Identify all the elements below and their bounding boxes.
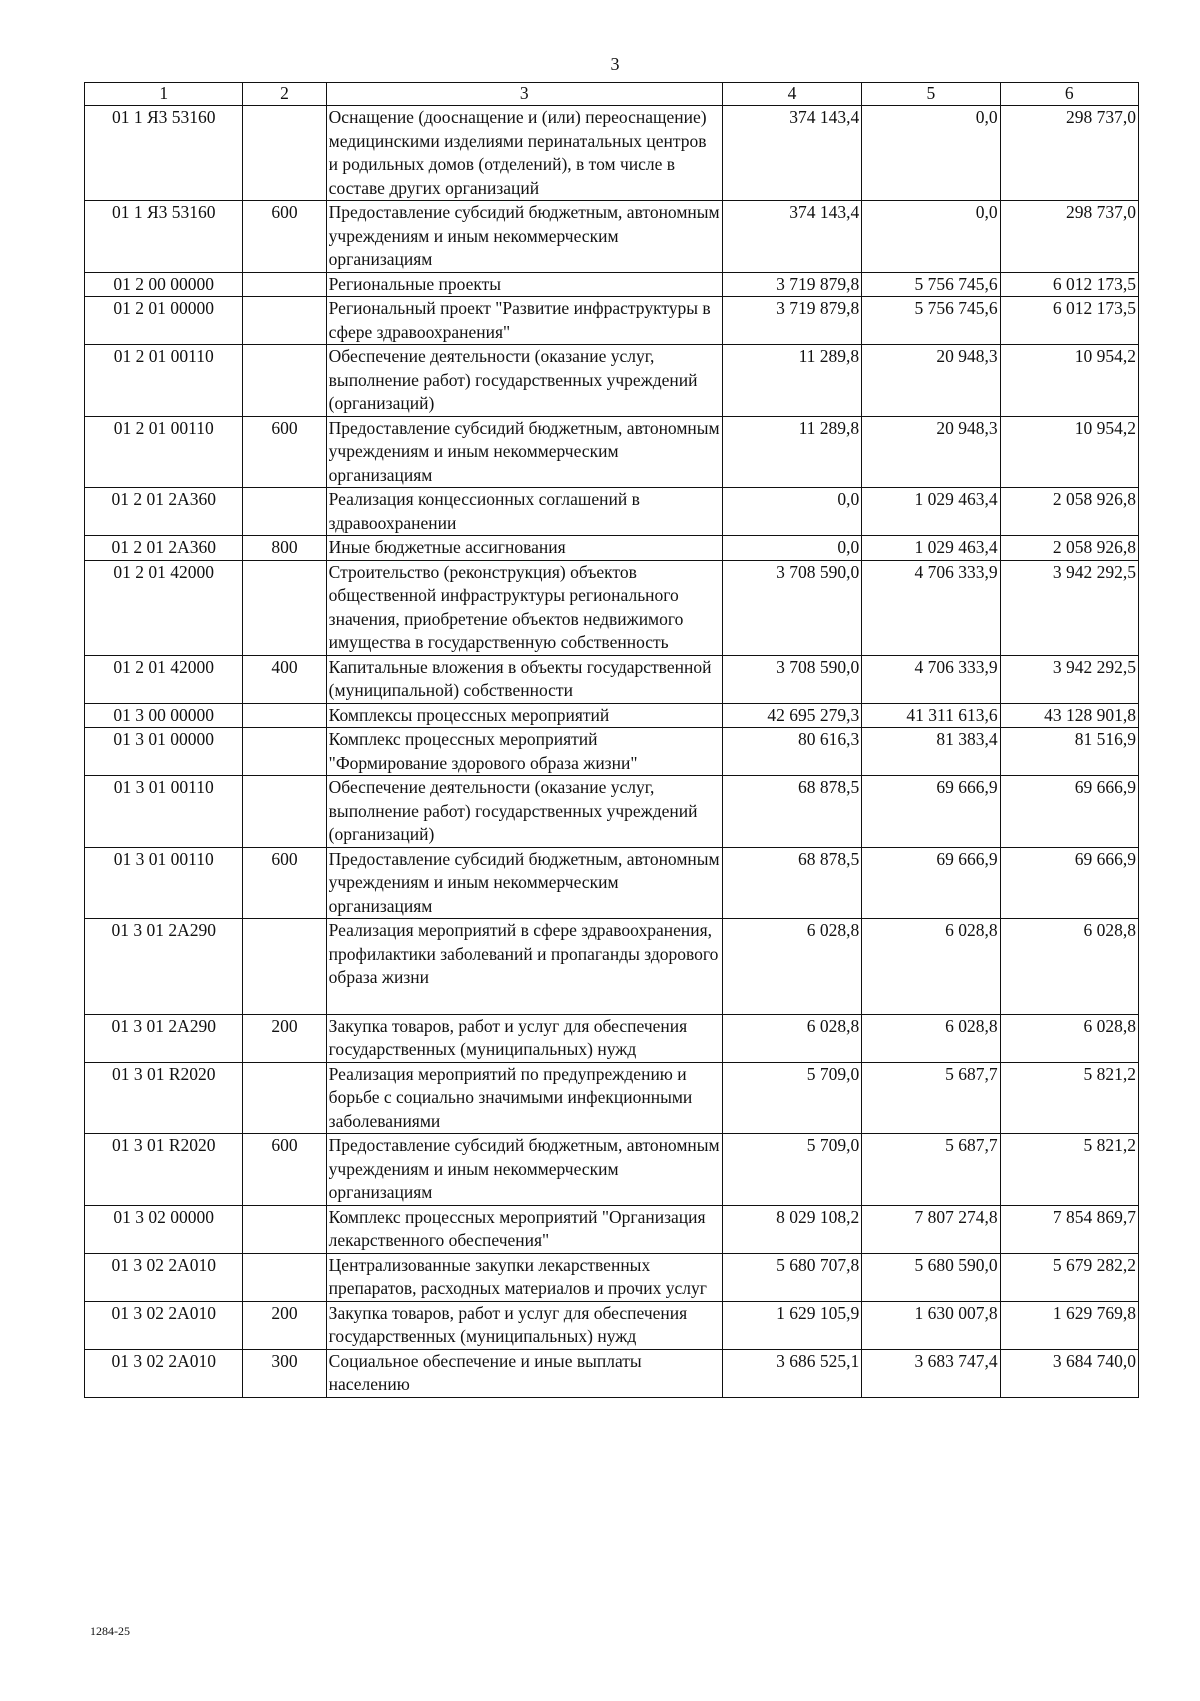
value-col-4-cell: 3 719 879,8 <box>722 272 861 297</box>
description-cell: Предоставление субсидий бюджетным, автономным учреждениям и иным некоммерческим организациям <box>326 201 722 273</box>
value-col-5-cell: 5 687,7 <box>862 1134 1000 1206</box>
code-cell: 01 1 Я3 53160 <box>85 106 243 201</box>
table-row <box>85 272 1139 297</box>
code-cell: 01 3 01 00110 <box>85 776 243 848</box>
expense-type-cell <box>243 1062 326 1134</box>
expense-type-cell: 600 <box>243 416 326 488</box>
value-col-5-cell: 0,0 <box>862 201 1000 273</box>
expense-type-cell <box>243 919 326 1015</box>
value-col-5-cell: 41 311 613,6 <box>862 703 1000 728</box>
value-col-6-cell: 43 128 901,8 <box>1000 703 1138 728</box>
code-cell: 01 2 01 2А360 <box>85 536 243 561</box>
value-col-6-cell: 2 058 926,8 <box>1000 488 1138 536</box>
code-cell: 01 3 01 R2020 <box>85 1062 243 1134</box>
description-cell: Закупка товаров, работ и услуг для обеспечения государственных (муниципальных) нужд <box>326 1301 722 1349</box>
value-col-5-cell: 1 029 463,4 <box>862 536 1000 561</box>
value-col-4-cell: 3 719 879,8 <box>722 297 861 345</box>
expense-type-cell <box>243 703 326 728</box>
value-col-5-cell: 4 706 333,9 <box>862 655 1000 703</box>
description-cell: Строительство (реконструкция) объектов общественной инфраструктуры регионального значения, приобретение объектов недвижимого имущества в государственную собственность <box>326 560 722 655</box>
value-col-4-cell: 68 878,5 <box>722 847 861 919</box>
value-col-6-cell: 69 666,9 <box>1000 776 1138 848</box>
table-row <box>85 919 1139 1015</box>
description-cell: Комплекс процессных мероприятий "Организация лекарственного обеспечения" <box>326 1205 722 1253</box>
value-col-6-cell: 298 737,0 <box>1000 201 1138 273</box>
description-cell: Комплексы процессных мероприятий <box>326 703 722 728</box>
value-col-6-cell: 3 942 292,5 <box>1000 655 1138 703</box>
code-cell: 01 2 01 2А360 <box>85 488 243 536</box>
value-col-5-cell: 4 706 333,9 <box>862 560 1000 655</box>
code-cell: 01 2 01 42000 <box>85 655 243 703</box>
value-col-5-cell: 81 383,4 <box>862 728 1000 776</box>
description-cell: Региональные проекты <box>326 272 722 297</box>
expense-type-cell <box>243 272 326 297</box>
table-row <box>85 847 1139 919</box>
header-col-6: 6 <box>1000 83 1138 106</box>
code-cell: 01 2 01 42000 <box>85 560 243 655</box>
value-col-6-cell: 6 028,8 <box>1000 1014 1138 1062</box>
expense-type-cell <box>243 345 326 417</box>
description-cell: Предоставление субсидий бюджетным, автономным учреждениям и иным некоммерческим организациям <box>326 1134 722 1206</box>
value-col-4-cell: 5 680 707,8 <box>722 1253 861 1301</box>
description-cell: Оснащение (дооснащение и (или) переоснащение) медицинскими изделиями перинатальных центров и родильных домов (отделений), в том числе в составе других организаций <box>326 106 722 201</box>
value-col-5-cell: 5 756 745,6 <box>862 297 1000 345</box>
header-col-3: 3 <box>326 83 722 106</box>
value-col-4-cell: 11 289,8 <box>722 345 861 417</box>
value-col-4-cell: 6 028,8 <box>722 919 861 1015</box>
description-cell: Реализация концессионных соглашений в здравоохранении <box>326 488 722 536</box>
expense-type-cell <box>243 297 326 345</box>
value-col-4-cell: 0,0 <box>722 536 861 561</box>
value-col-6-cell: 69 666,9 <box>1000 847 1138 919</box>
expense-type-cell <box>243 488 326 536</box>
value-col-6-cell: 81 516,9 <box>1000 728 1138 776</box>
table-row <box>85 1014 1139 1062</box>
value-col-4-cell: 3 686 525,1 <box>722 1349 861 1397</box>
expense-type-cell: 600 <box>243 201 326 273</box>
expense-type-cell <box>243 728 326 776</box>
expense-type-cell <box>243 1253 326 1301</box>
budget-table <box>84 82 1139 1398</box>
table-row <box>85 106 1139 201</box>
document-id: 1284-25 <box>90 1624 130 1638</box>
expense-type-cell: 600 <box>243 1134 326 1206</box>
table-row <box>85 297 1139 345</box>
code-cell: 01 3 01 2А290 <box>85 1014 243 1062</box>
description-cell: Централизованные закупки лекарственных препаратов, расходных материалов и прочих услуг <box>326 1253 722 1301</box>
value-col-6-cell: 7 854 869,7 <box>1000 1205 1138 1253</box>
value-col-5-cell: 7 807 274,8 <box>862 1205 1000 1253</box>
header-col-1: 1 <box>85 83 243 106</box>
value-col-6-cell: 1 629 769,8 <box>1000 1301 1138 1349</box>
description-cell: Обеспечение деятельности (оказание услуг, выполнение работ) государственных учреждений (организаций) <box>326 776 722 848</box>
value-col-4-cell: 5 709,0 <box>722 1062 861 1134</box>
header-col-2: 2 <box>243 83 326 106</box>
description-cell: Обеспечение деятельности (оказание услуг, выполнение работ) государственных учреждений (организаций) <box>326 345 722 417</box>
code-cell: 01 1 Я3 53160 <box>85 201 243 273</box>
value-col-4-cell: 42 695 279,3 <box>722 703 861 728</box>
value-col-4-cell: 6 028,8 <box>722 1014 861 1062</box>
code-cell: 01 2 01 00110 <box>85 345 243 417</box>
table-row <box>85 536 1139 561</box>
table-row <box>85 416 1139 488</box>
table-row <box>85 1205 1139 1253</box>
description-cell: Иные бюджетные ассигнования <box>326 536 722 561</box>
table-row <box>85 345 1139 417</box>
table-row <box>85 703 1139 728</box>
table-row <box>85 1062 1139 1134</box>
table-row <box>85 1253 1139 1301</box>
table-row <box>85 201 1139 273</box>
page-number: 3 <box>610 54 620 74</box>
description-cell: Предоставление субсидий бюджетным, автономным учреждениям и иным некоммерческим организациям <box>326 847 722 919</box>
value-col-5-cell: 0,0 <box>862 106 1000 201</box>
code-cell: 01 3 01 00000 <box>85 728 243 776</box>
value-col-6-cell: 298 737,0 <box>1000 106 1138 201</box>
code-cell: 01 3 01 00110 <box>85 847 243 919</box>
value-col-5-cell: 20 948,3 <box>862 416 1000 488</box>
header-col-5: 5 <box>862 83 1000 106</box>
table-row <box>85 560 1139 655</box>
value-col-5-cell: 1 029 463,4 <box>862 488 1000 536</box>
value-col-5-cell: 69 666,9 <box>862 776 1000 848</box>
header-row <box>85 83 1139 106</box>
value-col-4-cell: 374 143,4 <box>722 106 861 201</box>
value-col-5-cell: 5 680 590,0 <box>862 1253 1000 1301</box>
table-row <box>85 488 1139 536</box>
description-cell: Капитальные вложения в объекты государственной (муниципальной) собственности <box>326 655 722 703</box>
description-cell: Социальное обеспечение и иные выплаты населению <box>326 1349 722 1397</box>
value-col-5-cell: 5 756 745,6 <box>862 272 1000 297</box>
value-col-5-cell: 1 630 007,8 <box>862 1301 1000 1349</box>
table-row <box>85 1301 1139 1349</box>
value-col-6-cell: 5 821,2 <box>1000 1134 1138 1206</box>
value-col-5-cell: 69 666,9 <box>862 847 1000 919</box>
table-row <box>85 1134 1139 1206</box>
value-col-4-cell: 8 029 108,2 <box>722 1205 861 1253</box>
expense-type-cell: 200 <box>243 1301 326 1349</box>
value-col-6-cell: 10 954,2 <box>1000 345 1138 417</box>
expense-type-cell: 600 <box>243 847 326 919</box>
value-col-4-cell: 11 289,8 <box>722 416 861 488</box>
value-col-6-cell: 6 012 173,5 <box>1000 272 1138 297</box>
value-col-6-cell: 6 028,8 <box>1000 919 1138 1015</box>
value-col-6-cell: 3 942 292,5 <box>1000 560 1138 655</box>
code-cell: 01 2 00 00000 <box>85 272 243 297</box>
expense-type-cell <box>243 106 326 201</box>
description-cell: Региональный проект "Развитие инфраструктуры в сфере здравоохранения" <box>326 297 722 345</box>
expense-type-cell: 800 <box>243 536 326 561</box>
value-col-6-cell: 2 058 926,8 <box>1000 536 1138 561</box>
value-col-5-cell: 3 683 747,4 <box>862 1349 1000 1397</box>
description-cell: Предоставление субсидий бюджетным, автономным учреждениям и иным некоммерческим организациям <box>326 416 722 488</box>
value-col-6-cell: 3 684 740,0 <box>1000 1349 1138 1397</box>
value-col-4-cell: 1 629 105,9 <box>722 1301 861 1349</box>
expense-type-cell: 400 <box>243 655 326 703</box>
code-cell: 01 3 02 2А010 <box>85 1301 243 1349</box>
value-col-4-cell: 68 878,5 <box>722 776 861 848</box>
expense-type-cell: 200 <box>243 1014 326 1062</box>
value-col-6-cell: 6 012 173,5 <box>1000 297 1138 345</box>
code-cell: 01 2 01 00000 <box>85 297 243 345</box>
value-col-4-cell: 0,0 <box>722 488 861 536</box>
value-col-5-cell: 6 028,8 <box>862 919 1000 1015</box>
table-row <box>85 1349 1139 1397</box>
description-cell: Реализация мероприятий по предупреждению и борьбе с социально значимыми инфекционными заболеваниями <box>326 1062 722 1134</box>
value-col-4-cell: 3 708 590,0 <box>722 560 861 655</box>
code-cell: 01 3 01 R2020 <box>85 1134 243 1206</box>
expense-type-cell <box>243 1205 326 1253</box>
code-cell: 01 3 02 2А010 <box>85 1349 243 1397</box>
description-cell: Закупка товаров, работ и услуг для обеспечения государственных (муниципальных) нужд <box>326 1014 722 1062</box>
header-col-4: 4 <box>722 83 861 106</box>
expense-type-cell: 300 <box>243 1349 326 1397</box>
expense-type-cell <box>243 776 326 848</box>
code-cell: 01 3 00 00000 <box>85 703 243 728</box>
code-cell: 01 3 02 2А010 <box>85 1253 243 1301</box>
code-cell: 01 3 01 2А290 <box>85 919 243 1015</box>
table-row <box>85 728 1139 776</box>
value-col-5-cell: 5 687,7 <box>862 1062 1000 1134</box>
description-cell: Комплекс процессных мероприятий "Формирование здорового образа жизни" <box>326 728 722 776</box>
value-col-5-cell: 20 948,3 <box>862 345 1000 417</box>
value-col-6-cell: 10 954,2 <box>1000 416 1138 488</box>
table-row <box>85 655 1139 703</box>
value-col-4-cell: 3 708 590,0 <box>722 655 861 703</box>
value-col-4-cell: 5 709,0 <box>722 1134 861 1206</box>
code-cell: 01 3 02 00000 <box>85 1205 243 1253</box>
table-row <box>85 776 1139 848</box>
value-col-6-cell: 5 821,2 <box>1000 1062 1138 1134</box>
description-cell: Реализация мероприятий в сфере здравоохранения, профилактики заболеваний и пропаганды здорового образа жизни <box>326 919 722 1015</box>
value-col-5-cell: 6 028,8 <box>862 1014 1000 1062</box>
expense-type-cell <box>243 560 326 655</box>
value-col-4-cell: 374 143,4 <box>722 201 861 273</box>
value-col-6-cell: 5 679 282,2 <box>1000 1253 1138 1301</box>
code-cell: 01 2 01 00110 <box>85 416 243 488</box>
value-col-4-cell: 80 616,3 <box>722 728 861 776</box>
